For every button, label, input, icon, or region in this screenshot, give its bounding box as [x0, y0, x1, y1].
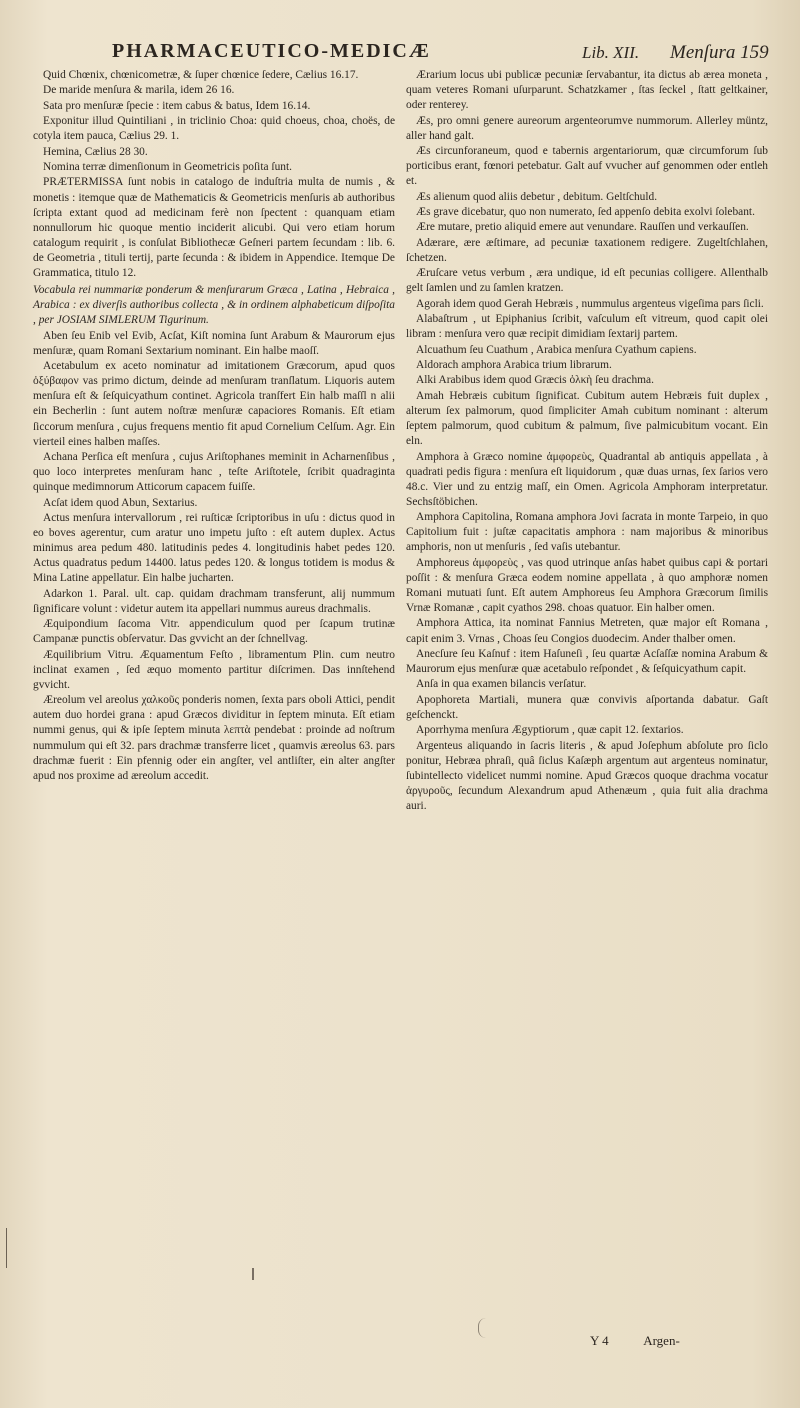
entry-paragraph: Acſat idem quod Abun, Sextarius. — [43, 496, 198, 509]
entry-paragraph: Hemina, Cælius 28 30. — [43, 145, 148, 158]
entry-paragraph: Æreolum vel areolus χαλκοῦς ponderis nomen, ſexta pars oboli Attici, pendit autem duo hordei grana : apud Græcos dividitur in ſeptem minuta. Eſt etiam nummi genus, qui & ipſe ſeptem minuta λεπτὰ pendebat : proinde ad noſtrum nummulum qui eſt 32. pars drachmæ transferre licet , quamvis æreolus 63. pars drachmæ fuerit : Ein pfennig oder ein angſter, vel antliſter, ein alter angſter apud nos proxime ad æreolum accedit. — [33, 694, 395, 782]
signature-mark: Y 4 — [590, 1333, 609, 1348]
entry-paragraph: Acetabulum ex aceto nominatur ad imitationem Græcorum, apud quos ὀξύβαφον vas primo dictum, deinde ad menſuram tranſlatum. Liquoris autem menſura eſt & ſeſquicyathum continet. Agricola tranſfert Ein halb maſſl n alii ein Becherlin : ſunt autem noſtræ menſuræ capaciores Romanis. Eſt etiam ſiccorum menſura , cujus frequens mentio fit apud Cornelium Celſum. Agr. Ein vierteil eines halben maſſes. — [33, 360, 395, 448]
entry-paragraph: Alabaſtrum , ut Epiphanius ſcribit, vaſculum eſt vitreum, quod capit olei libram : menſura vero quæ recipit dimidiam ſextarij partem. — [406, 313, 768, 341]
right-column — [406, 68, 768, 814]
entry-paragraph: Achana Perſica eſt menſura , cujus Ariſtophanes meminit in Acharnenſibus , quo loco interpretes menſuram hanc , teſte Ariſtotele, ſcribit quadraginta quinque medimnorum Atticorum capacem fuiſſe. — [33, 451, 395, 494]
entry-paragraph: Aporrhyma menſura Ægyptiorum , quæ capit 12. ſextarios. — [416, 724, 684, 737]
running-head-section: Lib. XII. — [582, 43, 640, 62]
entry-paragraph: De maride menſura & marila, idem 26 16. — [43, 84, 235, 97]
entry-paragraph: Agorah idem quod Gerah Hebræis , nummulus argenteus vigeſima pars ſicli. — [416, 297, 764, 310]
entry-paragraph: Amphora Capitolina, Romana amphora Jovi ſacrata in monte Tarpeio, in quo Capitolium fuit : juſtæ capacitatis amphora : nam majoribus & minoribus amphoris, non ut menſuris , ſed vaſis utebantur. — [406, 511, 768, 554]
entry-paragraph: Apophoreta Martiali, munera quæ convivis aſportanda dabatur. Gaſt geſchenckt. — [406, 693, 768, 721]
left-column — [33, 68, 395, 784]
entry-paragraph: Alcuathum ſeu Cuathum , Arabica menſura Cyathum capiens. — [416, 343, 697, 356]
entry-paragraph: Argenteus aliquando in ſacris literis , & apud Joſephum abſolute pro ſiclo ponitur, Hebræa phraſi, quâ ſiclus Kaſæph argentum aut argenteus nominatur, ſubintellecto videlicet nummi nomine. Apud Græcos quoque drachma vocatur ἀργυροῦς, ſecundum Alexandrum apud Athenæum , quia fuit alia drachma auri. — [406, 739, 768, 813]
entry-paragraph: Ærarium locus ubi publicæ pecuniæ ſervabantur, ita dictus ab ærea moneta , quam veteres Romani uſurparunt. Schatzkamer , ſtas ſeckel , ſtatt geltkainer, oder renterey. — [406, 69, 768, 112]
entry-paragraph: Amah Hebræis cubitum ſignificat. Cubitum autem Hebræis fuit duplex , alterum ſex palmorum, quod ſimpliciter Amah cubitum nominant : alterum ſeptem palmorum, quod cubitum & palmum, ſive palmicubitum vocant. Ein eln. — [406, 389, 768, 448]
entry-paragraph: Anecſure ſeu Kaſnuf : item Haſuneſi , ſeu quartæ Acſaſſæ nomina Arabum & Maurorum ejus menſuræ quæ acetabulo reſpondet , & ſeſquicyathum capit. — [406, 647, 768, 675]
entry-paragraph: Æs circunforaneum, quod e tabernis argentariorum, quæ circumforum ſub porticibus erant, fœnori petebatur. Galt auf vvucher auf genommen oder entleh et. — [406, 145, 768, 188]
entry-paragraph: Amphoreus ἀμφορεὺς , vas quod utrinque anſas habet quibus capi & portari poſſit : & menſura Græca eodem nomine appellata , à quo amphoræ nomen Romani mutuati ſunt. Eſt autem Amphoreus ſeu Amphora Græcorum ſimilis Vrnæ Romanæ , capit cyathos 298. choas quatuor. Ein halber omen. — [406, 556, 768, 615]
entry-paragraph: Quid Chœnix, chœnicometræ, & ſuper chœnice ſedere, Cælius 16.17. — [43, 69, 359, 81]
entry-paragraph: PRÆTERMISSA ſunt nobis in catalogo de induſtria multa de numis , & monetis : itemque quæ de Mathematicis & Geometricis menſuris ab authoribus ſcripta extant quod ad medicinam ferè non ſpectent : quanquam etiam nonnullorum hic quoque mentio inciderit alicubi. Qui vero etiam horum catalogum requirit , is conſulat Bibliothecæ Geſneri partem ſecundam : lib. 6. de Geometria , tituli tertij, parte ſecunda : & ibidem in Appendice. Itemque De Grammatica, titulo 12. — [33, 176, 395, 279]
section-heading: Vocabula rei nummariæ ponderum & menſurarum Græca , Latina , Hebraica , Arabica : ex diverſis authoribus collecta , & in ordinem alphabeticum diſpoſita , per JOSIAM SIMLERUM Tigurinum. — [33, 284, 395, 327]
running-head — [112, 40, 769, 70]
entry-paragraph: Aben ſeu Enib vel Evib, Acſat, Kiſt nomina ſunt Arabum & Maurorum ejus menſuræ, quam Romani Sextarium nominant. Ein halbe maoſſ. — [33, 329, 395, 357]
margin-rule — [6, 1228, 11, 1268]
entry-paragraph: Amphora à Græco nomine ἀμφορεὺς, Quadrantal ab antiquis appellata , à quadrati pedis figura : menſura eſt liquidorum , quæ duas urnas, ſex ſarios vero 48.c. Vier und zu entzig maſſ, ein Omen. Agricola Amphoram interpretatur. Sechsſtöbichen. — [406, 450, 768, 508]
running-head-title: PHARMACEUTICO-MEDICÆ — [112, 40, 431, 62]
entry-paragraph: Adærare, ære æſtimare, ad pecuniæ taxationem redigere. Zugeltſchlahen, ſchetzen. — [406, 236, 768, 264]
entry-paragraph: Adarkon 1. Paral. ult. cap. quidam drachmam transferunt, alij nummum ſignificare volunt : videtur autem ita appellari nummus aureus drachmalis. — [33, 587, 395, 615]
ink-mark — [252, 1268, 254, 1280]
entry-paragraph: Anſa in qua examen bilancis verſatur. — [416, 678, 587, 691]
entry-paragraph: Æruſcare vetus verbum , æra undique, id eſt pecunias colligere. Allenthalb gelt ſamlen und zu ſamlen kratzen. — [406, 267, 768, 295]
catchword: Argen- — [643, 1333, 680, 1348]
entry-paragraph: Æs grave dicebatur, quo non numerato, ſed appenſo debita exolvi ſolebant. — [416, 206, 755, 219]
entry-paragraph: Sata pro menſuræ ſpecie : item cabus & batus, Idem 16.14. — [43, 99, 311, 112]
entry-paragraph: Æs alienum quod aliis debetur , debitum. Geltſchuld. — [416, 190, 658, 203]
entry-paragraph: Aldorach amphora Arabica trium librarum. — [416, 359, 612, 372]
entry-paragraph: Actus menſura intervallorum , rei ruſticæ ſcriptoribus in uſu : dictus quod in eo boves agerentur, cum aratur uno impetu juſto : eſt autem duplex. Actus minimus area pedum 480. latitudinis pedes 4. longitudinis habet pedes 120. Actus quadratus pedum 14400. latus pedes 120. & longus totidem is modus & Mina Latine appellatur. Ein halbe jucharten. — [33, 511, 395, 585]
bracket-mark — [478, 1318, 487, 1338]
entry-paragraph: Æquilibrium Vitru. Æquamentum Feſto , libramentum Plin. cum neutro inclinat examen , ſed æquo momento partitur diſcrimen. Das innſtehend gvvicht. — [33, 648, 395, 691]
running-head-page: Menſura 159 — [670, 42, 769, 63]
entry-paragraph: Exponitur illud Quintiliani , in triclinio Choa: quid choeus, choa, choës, de cotyla item pauca, Cælius 29. 1. — [33, 115, 395, 143]
page-footer — [590, 1333, 680, 1349]
entry-paragraph: Amphora Attica, ita nominat Fannius Metreten, quæ major eſt Romana , capit enim 3. Vrnas , Choas ſeu Congios duodecim. Ander thalber omen. — [406, 617, 768, 645]
entry-paragraph: Æquipondium ſacoma Vitr. appendiculum quod per ſcapum trutinæ Campanæ punctis obſervatur. Das gvvicht an der ſchnellvag. — [33, 618, 395, 646]
entry-paragraph: Æs, pro omni genere aureorum argenteorumve nummorum. Allerley müntz, aller hand galt. — [406, 114, 768, 142]
entry-paragraph: Ære mutare, pretio aliquid emere aut venundare. Rauſſen und verkauſſen. — [416, 221, 749, 234]
entry-paragraph: Alki Arabibus idem quod Græcis ὁλκὴ ſeu drachma. — [416, 374, 654, 387]
entry-paragraph: Nomina terræ dimenſionum in Geometricis poſita ſunt. — [43, 161, 292, 174]
